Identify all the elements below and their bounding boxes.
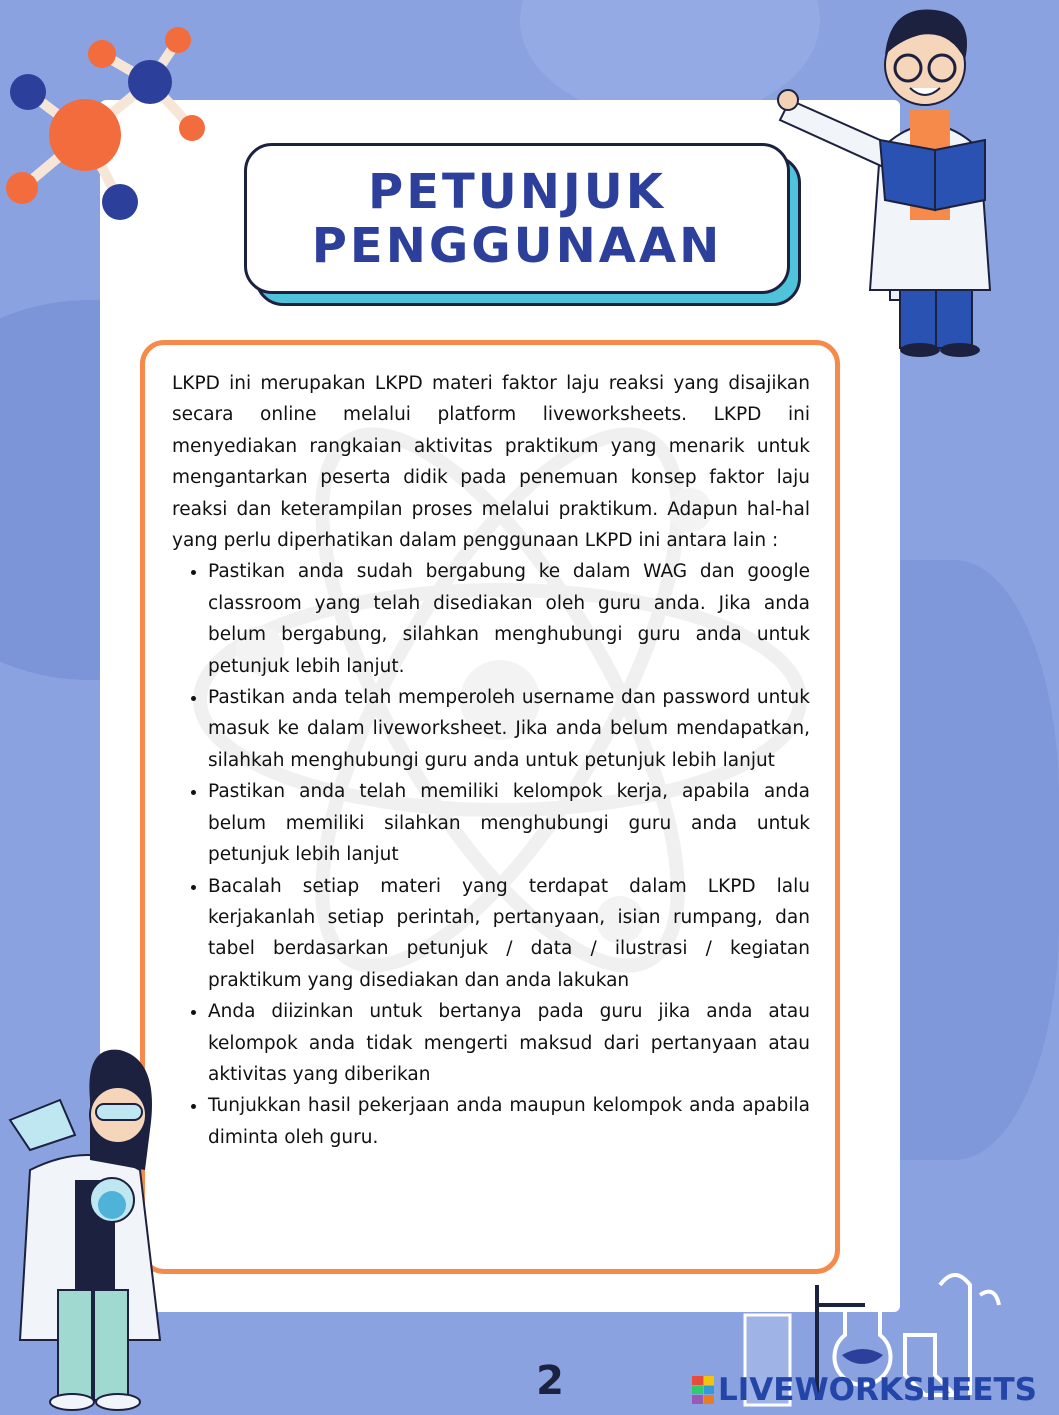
instruction-list	[172, 556, 810, 1153]
list-item: • Pastikan anda telah memperoleh username dan password untuk masuk ke dalam liveworksheet. Jika anda belum mendapatkan, silahkah menghubungi guru anda untuk petunjuk lebih lanjut	[208, 682, 810, 776]
list-item: • Pastikan anda sudah bergabung ke dalam WAG dan google classroom yang telah disediakan oleh guru anda. Jika anda belum bergabung, silahkan menghubungi guru anda untuk petunjuk lebih lanjut.	[208, 556, 810, 682]
instructions-content	[172, 368, 810, 1153]
list-item: • Pastikan anda telah memiliki kelompok kerja, apabila anda belum memiliki silahkan menghubungi guru anda untuk petunjuk lebih lanjut	[208, 776, 810, 870]
list-item: • Tunjukkan hasil pekerjaan anda maupun kelompok anda apabila diminta oleh guru.	[208, 1090, 810, 1153]
intro-paragraph: LKPD ini merupakan LKPD materi faktor laju reaksi yang disajikan secara online melalui platform liveworksheets. LKPD ini menyediakan rangkaian aktivitas praktikum yang menarik untuk mengantarkan peserta didik pada penemuan konsep faktor laju reaksi dan keterampilan proses melalui praktikum. Adapun hal-hal yang perlu diperhatikan dalam penggunaan LKPD ini antara lain :	[172, 373, 810, 552]
title-box	[244, 143, 790, 294]
scientist-girl-pouring	[0, 1040, 175, 1415]
page-number: 2	[536, 1358, 564, 1404]
liveworksheets-logo-icon	[692, 1376, 714, 1404]
page-title: PETUNJUK PENGGUNAAN	[311, 163, 723, 274]
molecule-icon	[0, 20, 220, 230]
brand-watermark	[692, 1372, 1037, 1408]
brand-text: LIVEWORKSHEETS	[718, 1372, 1037, 1408]
list-item: • Bacalah setiap materi yang terdapat dalam LKPD lalu kerjakanlah setiap perintah, pertanyaan, isian rumpang, dan tabel berdasarkan petunjuk / data / ilustrasi / kegiatan praktikum yang disediakan dan anda lakukan	[208, 871, 810, 997]
list-item: • Anda diizinkan untuk bertanya pada guru jika anda atau kelompok anda tidak mengerti maksud dari pertanyaan atau aktivitas yang diberikan	[208, 996, 810, 1090]
